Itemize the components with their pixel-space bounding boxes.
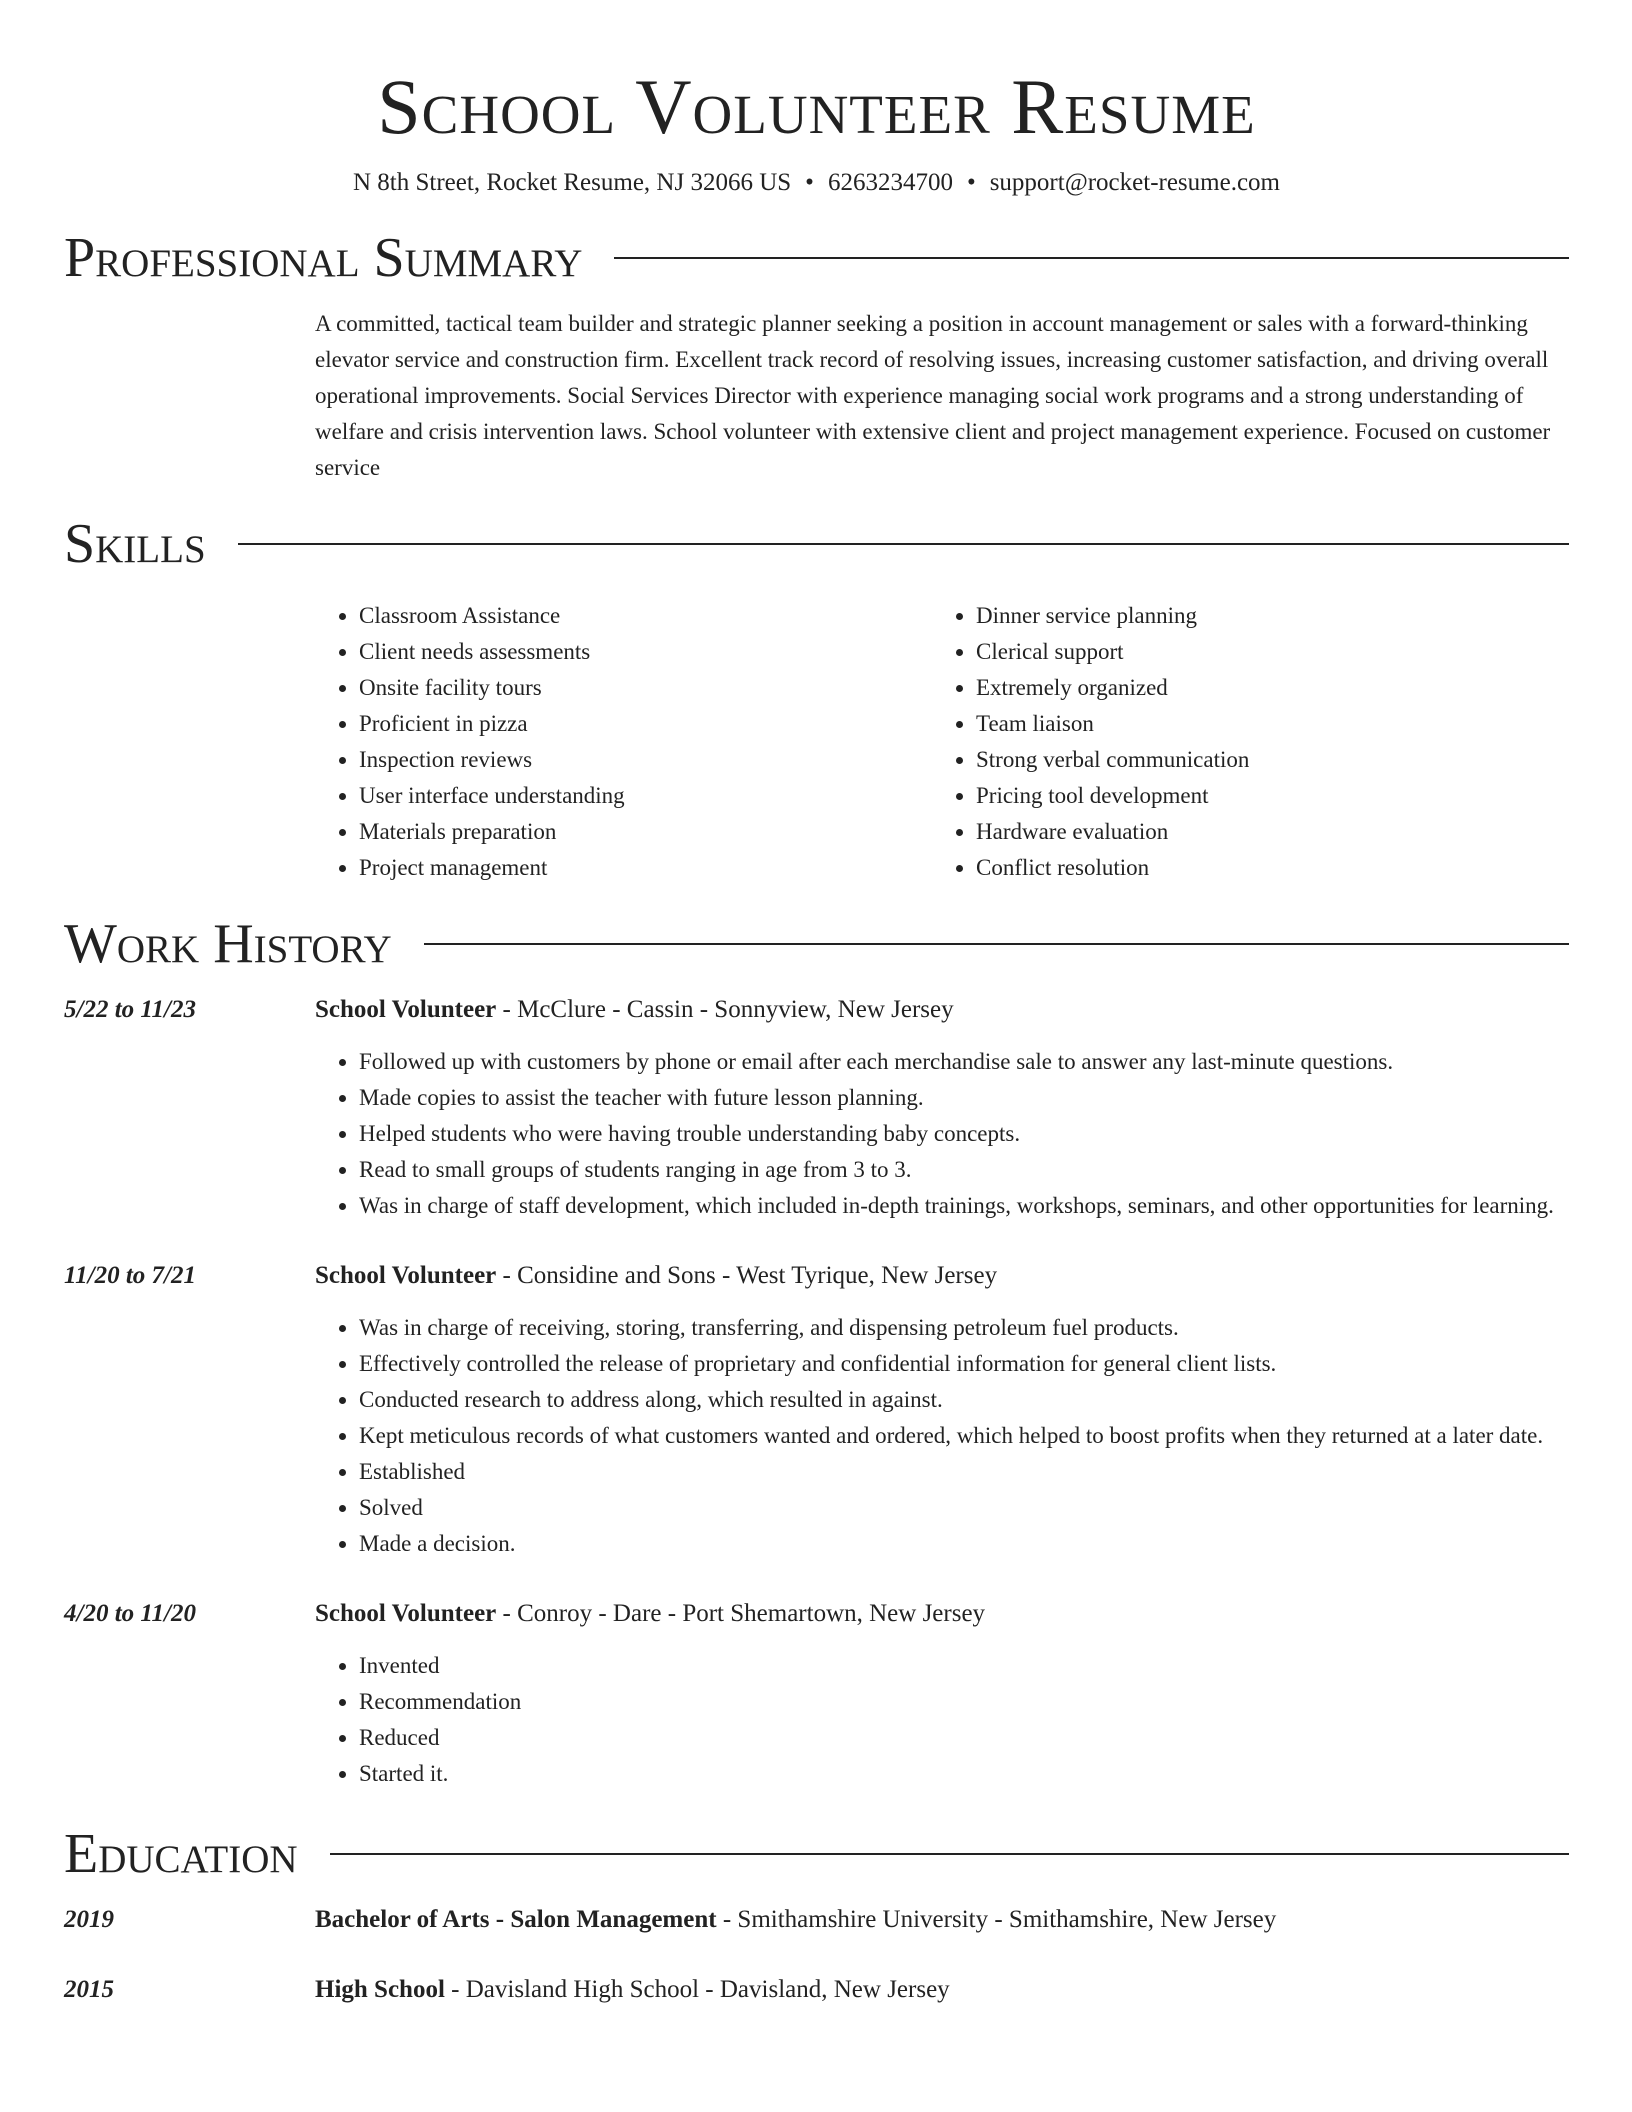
skill-item: • Onsite facility tours [359,670,932,706]
skill-item: • Hardware evaluation [976,814,1549,850]
work-date: 5/22 to 11/23 [64,996,196,1023]
work-title-line [315,1596,1569,1632]
skill-item: • Materials preparation [359,814,932,850]
education-date: 2019 [64,1906,114,1933]
skill-item: • Dinner service planning [976,598,1549,634]
contact-line [64,168,1569,198]
education-school: - Davisland High School - Davisland, New Jersey [444,1976,950,2003]
skill-item: • Inspection reviews [359,742,932,778]
skill-item: • Classroom Assistance [359,598,932,634]
skill-item: • User interface understanding [359,778,932,814]
education-title-line [315,1972,1569,2008]
contact-email: support@rocket-resume.com [989,169,1280,196]
skill-item: • Conflict resolution [976,850,1549,886]
skills-section-header [64,512,1569,576]
education-entry [64,1902,1569,1938]
education-title-line [315,1902,1569,1938]
work-bullet: • Recommendation [359,1684,1569,1720]
section-divider [424,943,1569,945]
work-bullets [315,1310,1569,1562]
work-entry [64,1258,1569,1562]
section-divider [330,1853,1569,1855]
work-bullet: • Made copies to assist the teacher with future lesson planning. [359,1080,1569,1116]
education-section-title: Education [64,1823,298,1885]
work-bullet: • Read to small groups of students ranging in age from 3 to 3. [359,1152,1569,1188]
work-bullets [315,1648,1569,1792]
work-bullet: • Kept meticulous records of what customers wanted and ordered, which helped to boost profits when they returned at a later date. [359,1418,1569,1454]
work-date: 11/20 to 7/21 [64,1262,196,1289]
work-section-title: Work History [64,913,392,975]
skill-item: • Team liaison [976,706,1549,742]
skills-column-right [932,598,1549,886]
education-degree: Bachelor of Arts - Salon Management [315,1906,717,1933]
work-bullets [315,1044,1569,1224]
resume-page [64,0,1569,2008]
education-section-header [64,1822,1569,1886]
work-role: School Volunteer [315,1262,497,1289]
skills-section-title: Skills [64,513,206,575]
section-divider [238,543,1569,545]
contact-separator: • [805,169,814,196]
work-bullet: • Was in charge of staff development, which included in-depth trainings, workshops, seminars, and other opportunities for learning. [359,1188,1569,1224]
work-title-line [315,992,1569,1028]
skill-item: • Clerical support [976,634,1549,670]
skill-item: • Strong verbal communication [976,742,1549,778]
work-entry [64,1596,1569,1792]
work-bullet: • Helped students who were having trouble understanding baby concepts. [359,1116,1569,1152]
work-bullet: • Conducted research to address along, which resulted in against. [359,1382,1569,1418]
work-bullet: • Was in charge of receiving, storing, transferring, and dispensing petroleum fuel products. [359,1310,1569,1346]
skills-list [315,598,1569,886]
skill-item: • Proficient in pizza [359,706,932,742]
work-bullet: • Reduced [359,1720,1569,1756]
skill-item: • Project management [359,850,932,886]
education-date: 2015 [64,1976,114,2003]
skills-column-left [315,598,932,886]
work-bullet: • Made a decision. [359,1526,1569,1562]
work-role: School Volunteer [315,996,497,1023]
section-divider [614,257,1569,259]
work-bullet: • Effectively controlled the release of proprietary and confidential information for general client lists. [359,1346,1569,1382]
skill-item: • Pricing tool development [976,778,1549,814]
work-entry [64,992,1569,1224]
summary-body [315,306,1569,486]
summary-section-header [64,226,1569,290]
work-employer: - Conroy - Dare - Port Shemartown, New Jersey [496,1600,986,1627]
work-title-line [315,1258,1569,1294]
education-school: - Smithamshire University - Smithamshire, New Jersey [716,1906,1277,1933]
contact-phone: 6263234700 [827,169,953,196]
contact-address: N 8th Street, Rocket Resume, NJ 32066 US [353,169,792,196]
work-employer: - Considine and Sons - West Tyrique, New Jersey [496,1262,998,1289]
summary-section-title: Professional Summary [64,227,583,289]
work-section-header [64,912,1569,976]
work-date: 4/20 to 11/20 [64,1600,196,1627]
skill-item: • Extremely organized [976,670,1549,706]
contact-separator: • [966,169,976,196]
work-bullet: • Followed up with customers by phone or email after each merchandise sale to answer any last-minute questions. [359,1044,1569,1080]
work-role: School Volunteer [315,1600,497,1627]
resume-name: School Volunteer Resume [377,63,1256,150]
work-employer: - McClure - Cassin - Sonnyview, New Jersey [496,996,954,1023]
work-bullet: • Established [359,1454,1569,1490]
work-bullet: • Started it. [359,1756,1569,1792]
education-entry [64,1972,1569,2008]
skill-item: • Client needs assessments [359,634,932,670]
summary-text: A committed, tactical team builder and strategic planner seeking a position in account management or sales with a forward-thinking elevator service and construction firm. Excellent track record of resolving issues, increasing customer satisfaction, and driving overall operational improvements. Social Services Director with experience managing social work programs and a strong understanding of welfare and crisis intervention laws. School volunteer with extensive client and project management experience. Focused on customer service [315,311,1551,480]
education-degree: High School [315,1976,445,2003]
work-bullet: • Invented [359,1648,1569,1684]
work-bullet: • Solved [359,1490,1569,1526]
